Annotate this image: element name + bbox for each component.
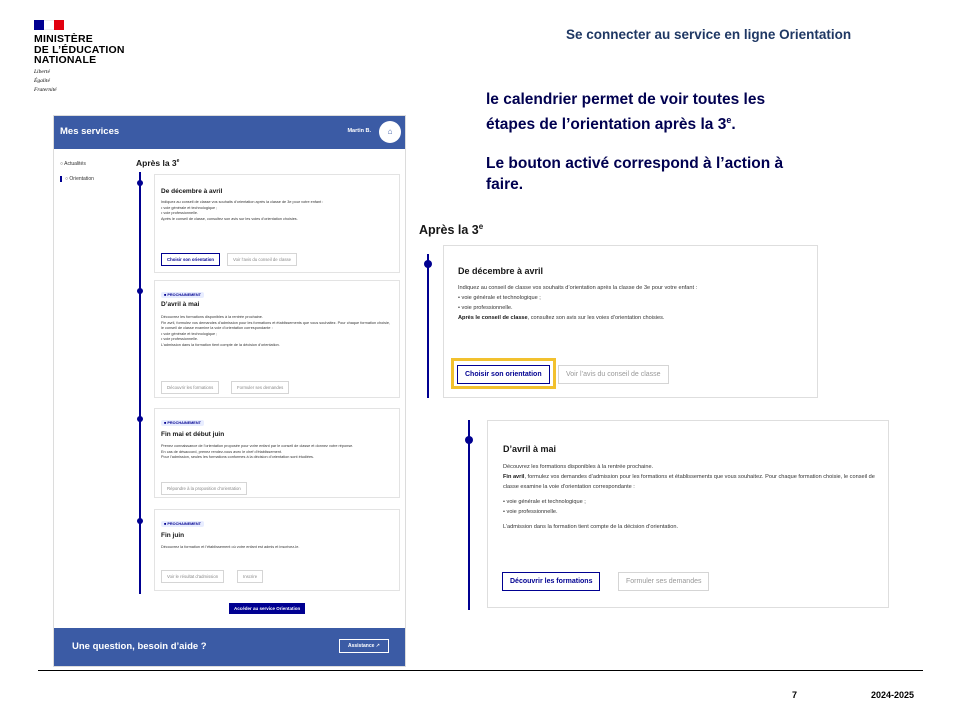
mini-timeline-dot — [137, 288, 143, 294]
discover-formations-button[interactable]: Découvrir les formations — [502, 572, 600, 591]
mini-sidebar — [60, 161, 94, 191]
mini-card-title: D’avril à mai — [161, 301, 200, 308]
submit-requests-button[interactable]: Formuler ses demandes — [618, 572, 709, 591]
motto-egalite: Égalité — [34, 77, 50, 84]
mini-header — [54, 116, 406, 149]
answer-proposal-button[interactable]: Répondre à la proposition d’orientation — [161, 482, 247, 495]
mini-card-text: Indiquez au conseil de classe vos souhaits d’orientation après la classe de 3e pour votre enfant : • voie générale et technologique ; • voie professionnelle. Après le conseil de classe, consultez son avis sur les voies d’orientation choisies. — [161, 200, 324, 221]
mini-card-title: Fin juin — [161, 532, 185, 539]
mini-timeline-dot — [137, 180, 143, 186]
zoom-timeline-line — [468, 420, 470, 610]
mini-card-title: Fin mai et début juin — [161, 431, 225, 438]
mini-timeline-line — [139, 172, 141, 594]
help-question: Une question, besoin d’aide ? — [72, 641, 207, 652]
ministry-name-line2: DE L’ÉDUCATION — [34, 43, 125, 56]
footer-divider — [38, 670, 923, 671]
view-council-opinion-button[interactable]: Voir l’avis du conseil de classe — [227, 253, 297, 266]
register-button[interactable]: Inscrire — [237, 570, 263, 583]
zoom-timeline-line — [427, 254, 429, 398]
intro-paragraph-1: le calendrier permet de voir toutes les étapes de l’orientation après la 3e. — [486, 91, 766, 134]
zoom-card-title: D’avril à mai — [503, 444, 557, 454]
mini-card-title: De décembre à avril — [161, 188, 223, 195]
mini-card-avril-mai — [154, 280, 400, 398]
status-badge: ■ PROCHAINEMENT — [161, 521, 204, 527]
intro-text — [486, 89, 816, 213]
ministry-name-line1: MINISTÈRE — [34, 33, 93, 45]
motto-liberte: Liberté — [34, 68, 50, 75]
mini-card-mai-juin — [154, 408, 400, 498]
sidebar-item-actualites[interactable]: ○ Actualités — [60, 161, 86, 167]
choose-orientation-button[interactable]: Choisir son orientation — [161, 253, 220, 266]
ministry-name-line3: NATIONALE — [34, 54, 97, 66]
page-number: 7 — [792, 690, 798, 700]
french-flag-icon — [34, 20, 64, 30]
zoom-timeline-dot — [424, 260, 432, 268]
status-badge: ■ PROCHAINEMENT — [161, 420, 204, 426]
mini-card-text: Découvrez la formation et l’établissement où votre enfant est admis et inscrivez-le. — [161, 545, 300, 549]
assistance-button[interactable]: Assistance ↗ — [339, 639, 389, 653]
submit-requests-button[interactable]: Formuler ses demandes — [231, 381, 289, 394]
slide-title: Se connecter au service en ligne Orientation — [566, 27, 852, 42]
sidebar-item-orientation[interactable]: ○ Orientation — [60, 176, 94, 182]
zoom-card-text: Indiquez au conseil de classe vos souhaits d’orientation après la classe de 3e pour votre enfant : • voie générale et technologique ; • voie professionnelle. Après le conseil de classe, consultez son avis sur les voies d’orientation choisies. — [458, 285, 698, 321]
mini-timeline-dot — [137, 518, 143, 524]
access-orientation-button[interactable]: Accéder au service Orientation — [229, 603, 305, 614]
services-screenshot — [53, 115, 406, 667]
mini-card-text: Prenez connaissance de l’orientation proposée pour votre enfant par le conseil de classe et donnez votre réponse. En cas de désaccord, prenez rendez-vous avec le chef d’établissement. Pour l’admission, seules les formations conformes à la décision d’orientation sont étudiées. — [161, 444, 354, 459]
discover-formations-button[interactable]: Découvrir les formations — [161, 381, 219, 394]
mini-card-fin-juin — [154, 509, 400, 591]
mini-user-name: Martin B. — [347, 128, 371, 134]
mini-card-dec-avril — [154, 174, 400, 273]
view-admission-result-button[interactable]: Voir le résultat d’admission — [161, 570, 224, 583]
view-council-opinion-button[interactable]: Voir l’avis du conseil de classe — [558, 365, 669, 384]
zoom-timeline-dot — [465, 436, 473, 444]
active-button-highlight — [451, 358, 556, 389]
mini-heading: Après la 3e — [136, 158, 180, 168]
zoom-card-text: Découvrez les formations disponibles à la rentrée prochaine. Fin avril, formulez vos demandes d’admission pour les formations et établissements que vous souhaitez. Pour chaque formation choisie, le conseil de classe examine la voie d’orientation correspondante : • voie générale et technologique ; • voie professionnelle. L’admission dans la formation tient compte de la décision d’orientation. — [503, 464, 875, 530]
school-year: 2024-2025 — [871, 690, 915, 700]
mini-header-title: Mes services — [60, 126, 120, 137]
motto-fraternite: Fraternité — [34, 86, 57, 93]
mini-timeline-dot — [137, 416, 143, 422]
mini-footer — [54, 628, 406, 667]
mini-card-text: Découvrez les formations disponibles à la rentrée prochaine. Fin avril, formulez vos demandes d’admission pour les formations et établissements que vous souhaitez. Pour chaque formation choisie, le conseil de classe examine la voie d’orientation correspondante : • voie générale et technologique ; • voie professionnelle. L’admission dans la formation tient compte de la décision d’orientation. — [161, 315, 390, 347]
zoom-heading: Après la 3e — [419, 222, 484, 238]
ministry-logo — [34, 20, 144, 93]
zoom-card-title: De décembre à avril — [458, 266, 544, 276]
status-badge: ■ PROCHAINEMENT — [161, 292, 204, 298]
intro-paragraph-2: Le bouton activé correspond à l’action à faire. — [486, 155, 784, 194]
user-icon[interactable]: ⌂ — [379, 121, 401, 143]
zoom-card-avril-mai — [487, 420, 889, 608]
choose-orientation-button[interactable]: Choisir son orientation — [457, 365, 550, 384]
